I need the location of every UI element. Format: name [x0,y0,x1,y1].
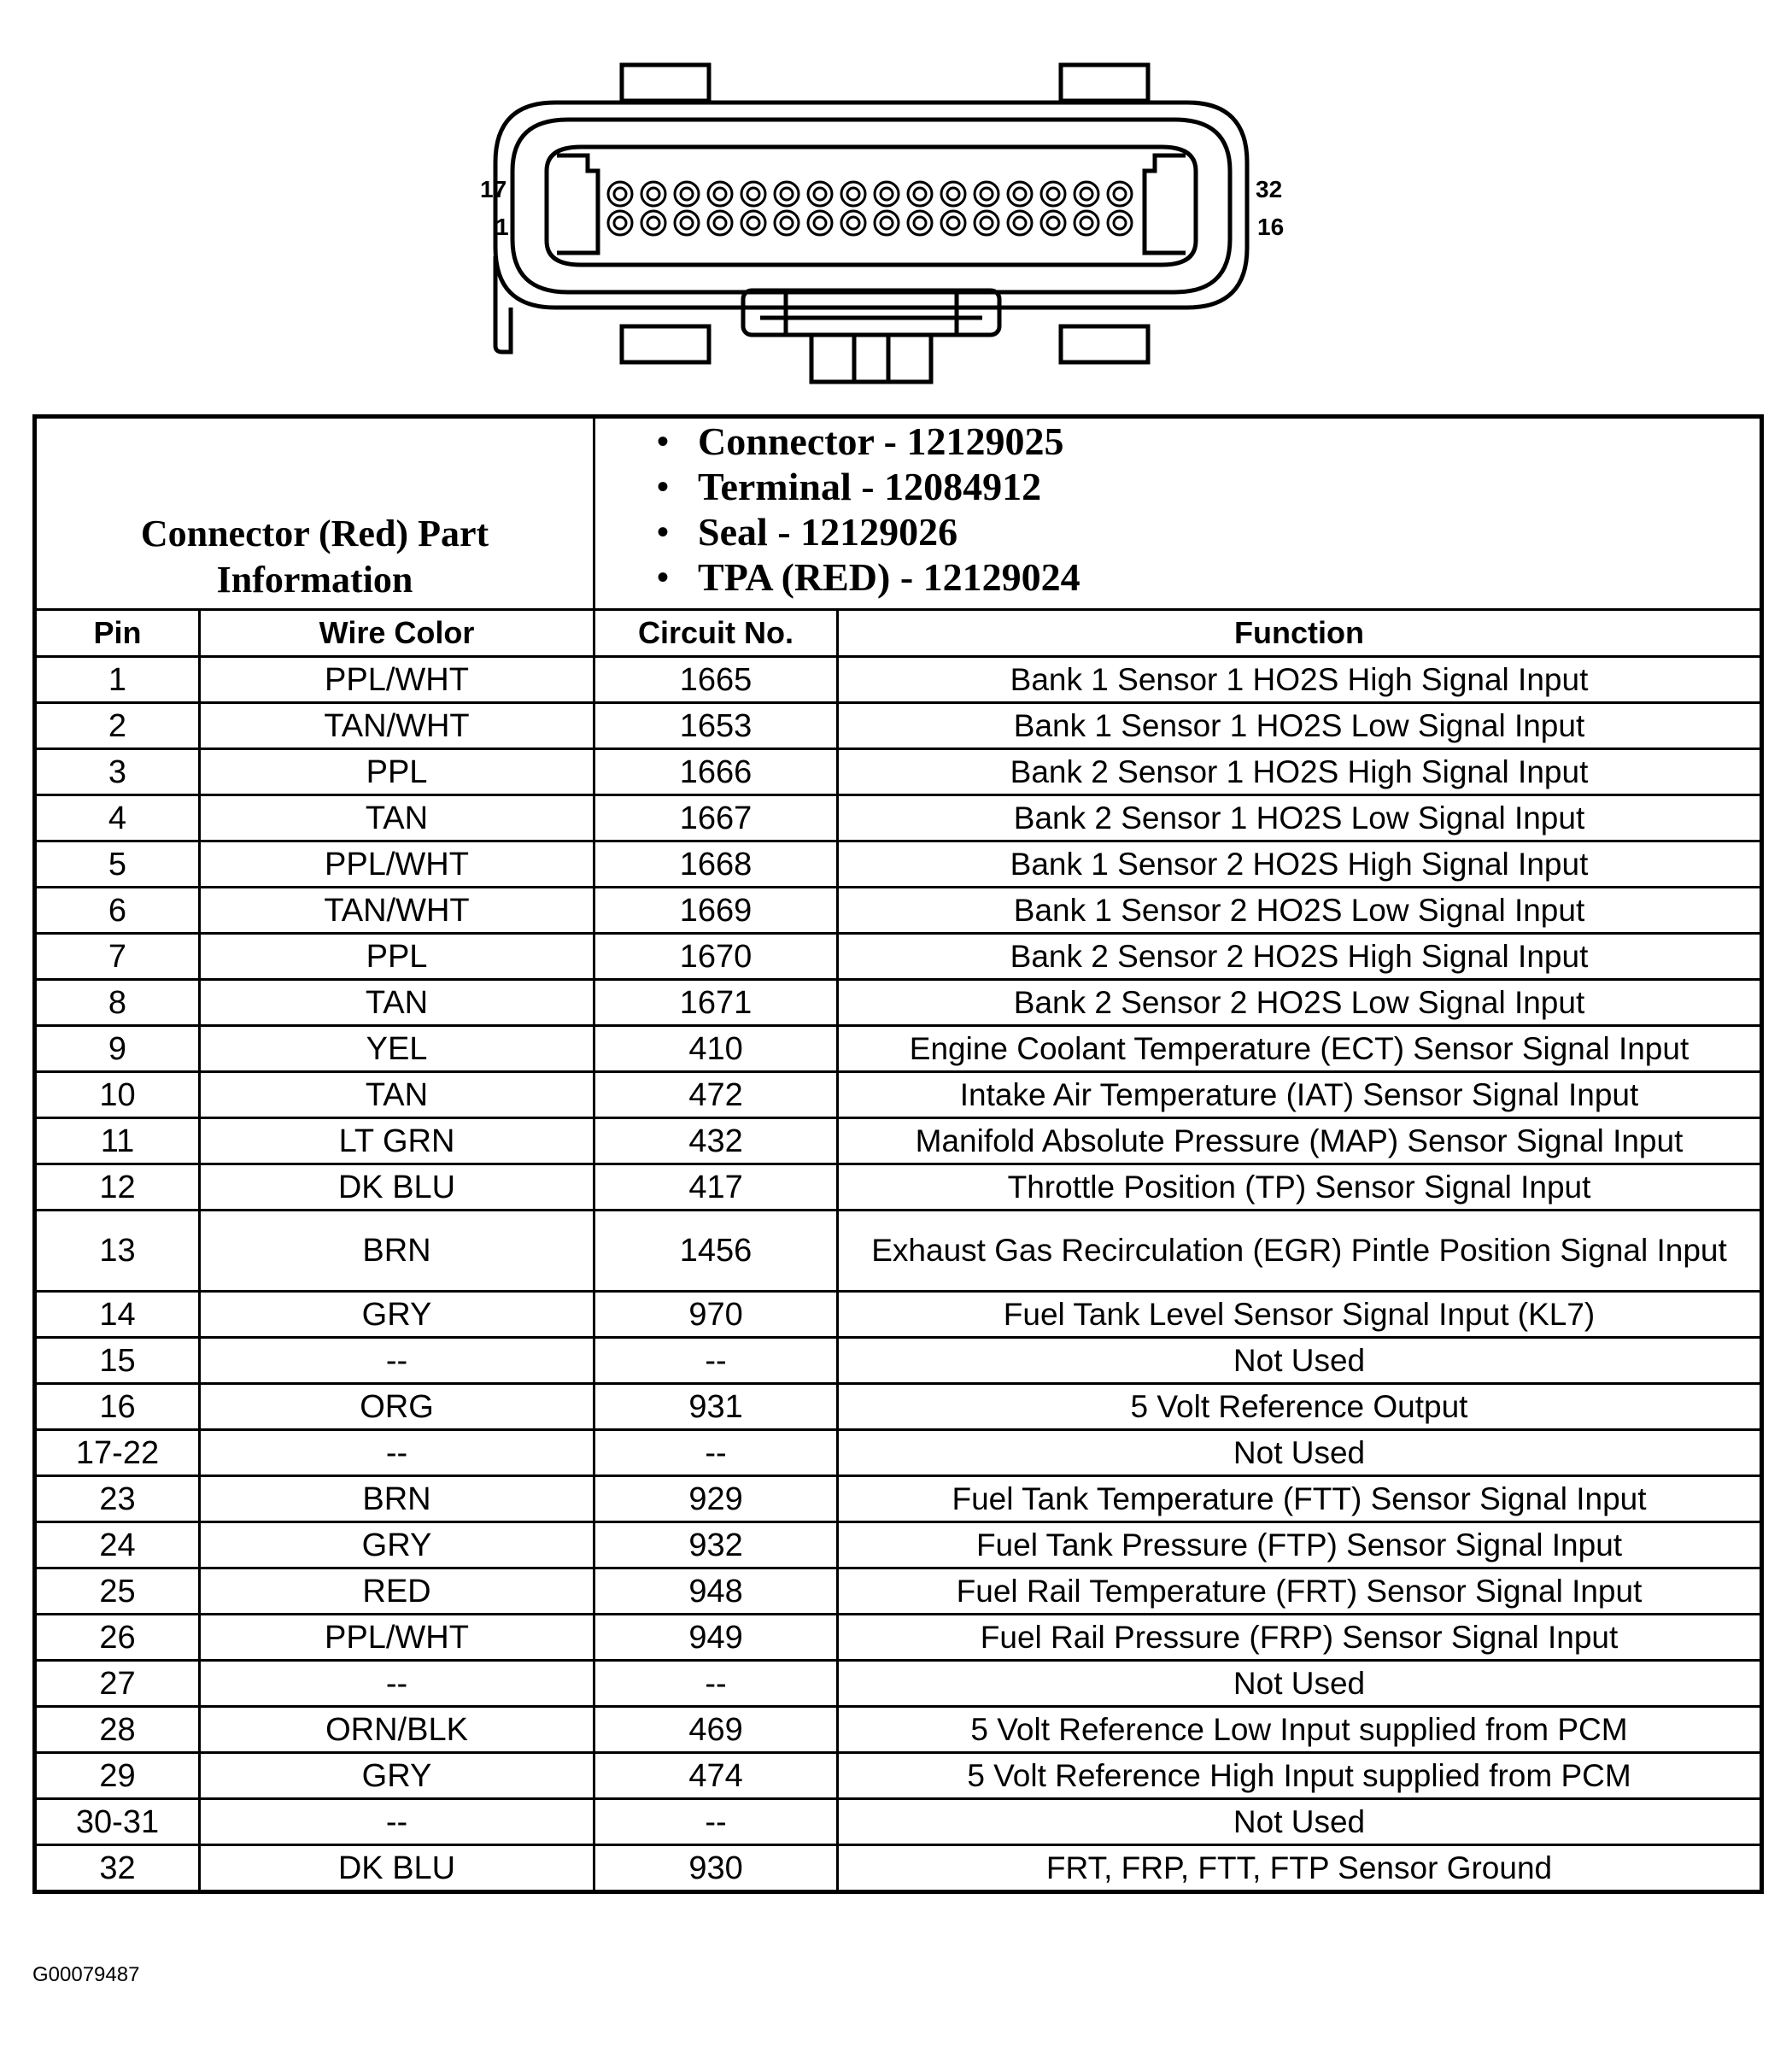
wire-color-cell: PPL [200,749,594,795]
pin-hole-center [647,217,659,229]
pin-cell: 14 [35,1292,200,1338]
header-pin: Pin [35,610,200,657]
table-row [35,841,1762,888]
table-row [35,1338,1762,1384]
circuit-cell: 410 [594,1026,838,1072]
circuit-cell: 1669 [594,888,838,934]
part-terminal: • Terminal - 12084912 [698,464,1760,509]
pin-hole-center [747,217,759,229]
table-row [35,1753,1762,1799]
function-cell: Manifold Absolute Pressure (MAP) Sensor Signal Input [838,1118,1762,1164]
function-cell: 5 Volt Reference High Input supplied from PCM [838,1753,1762,1799]
pin-cell: 3 [35,749,200,795]
pin-hole [975,182,998,206]
pin-hole-center [847,188,859,200]
table-row [35,1211,1762,1292]
pin-hole-center [647,188,659,200]
pin-hole-center [947,188,959,200]
part-info-list [594,417,1762,610]
circuit-cell: 932 [594,1522,838,1568]
function-cell: Exhaust Gas Recirculation (EGR) Pintle Position Signal Input [838,1211,1762,1292]
wire-color-cell: LT GRN [200,1118,594,1164]
function-cell: Intake Air Temperature (IAT) Sensor Signal Input [838,1072,1762,1118]
function-cell: Bank 1 Sensor 1 HO2S Low Signal Input [838,703,1762,749]
table-row [35,1384,1762,1430]
pin-hole [1008,182,1032,206]
pin-hole-center [614,217,626,229]
pin-hole [975,211,998,235]
pin-hole-center [1014,188,1026,200]
pin-cell: 23 [35,1476,200,1522]
pin-cell: 7 [35,934,200,980]
pin-hole [708,182,732,206]
function-cell: 5 Volt Reference Low Input supplied from PCM [838,1707,1762,1753]
table-row [35,888,1762,934]
pin-cell: 12 [35,1164,200,1211]
table-row [35,1164,1762,1211]
wire-color-cell: ORG [200,1384,594,1430]
pin-cell: 9 [35,1026,200,1072]
pin-hole-center [681,217,693,229]
table-row [35,1707,1762,1753]
pin-hole [941,182,965,206]
header-wire-color: Wire Color [200,610,594,657]
pin-cell: 28 [35,1707,200,1753]
pin-label-16: 16 [1257,214,1285,240]
part-connector: • Connector - 12129025 [698,419,1760,464]
pin-hole-center [981,188,993,200]
circuit-cell: -- [594,1799,838,1845]
function-cell: Not Used [838,1338,1762,1384]
circuit-cell: 469 [594,1707,838,1753]
function-cell: Bank 2 Sensor 1 HO2S Low Signal Input [838,795,1762,841]
pin-hole [808,211,832,235]
table-row [35,1430,1762,1476]
pin-cell: 15 [35,1338,200,1384]
function-cell: Bank 2 Sensor 1 HO2S High Signal Input [838,749,1762,795]
function-cell: FRT, FRP, FTT, FTP Sensor Ground [838,1845,1762,1892]
function-cell: 5 Volt Reference Output [838,1384,1762,1430]
pin-hole [941,211,965,235]
wire-color-cell: GRY [200,1292,594,1338]
circuit-cell: 1456 [594,1211,838,1292]
pin-hole-center [781,188,793,200]
pin-cell: 1 [35,657,200,703]
table-row [35,1118,1762,1164]
pin-cell: 8 [35,980,200,1026]
table-row [35,749,1762,795]
table-row [35,1292,1762,1338]
circuit-cell: 472 [594,1072,838,1118]
pin-hole [1008,211,1032,235]
pin-hole [675,182,699,206]
pin-hole-center [747,188,759,200]
table-row [35,934,1762,980]
pin-hole [775,182,799,206]
pin-hole [608,182,632,206]
pin-hole-center [881,188,893,200]
wire-color-cell: GRY [200,1753,594,1799]
pin-hole [1075,182,1098,206]
pin-hole [1108,182,1132,206]
wire-color-cell: PPL/WHT [200,657,594,703]
pin-hole [1108,211,1132,235]
circuit-cell: 931 [594,1384,838,1430]
pin-cell: 27 [35,1661,200,1707]
wire-color-cell: PPL [200,934,594,980]
pin-cell: 32 [35,1845,200,1892]
pin-cell: 16 [35,1384,200,1430]
wire-color-cell: TAN/WHT [200,888,594,934]
circuit-cell: 1670 [594,934,838,980]
table-row [35,1799,1762,1845]
circuit-cell: 1667 [594,795,838,841]
pin-hole-center [1047,188,1059,200]
wire-color-cell: TAN [200,980,594,1026]
pin-hole [741,211,765,235]
part-tpa: • TPA (RED) - 12129024 [698,554,1760,600]
function-cell: Fuel Rail Pressure (FRP) Sensor Signal Input [838,1615,1762,1661]
pin-hole-center [1047,217,1059,229]
function-cell: Fuel Tank Temperature (FTT) Sensor Signal Input [838,1476,1762,1522]
pin-hole-center [1014,217,1026,229]
pin-cell: 13 [35,1211,200,1292]
pin-hole [875,211,899,235]
circuit-cell: 1666 [594,749,838,795]
wire-color-cell: ORN/BLK [200,1707,594,1753]
pin-label-1: 1 [495,214,509,240]
part-info-label: Connector (Red) Part Information [35,417,594,610]
circuit-cell: 1668 [594,841,838,888]
function-cell: Engine Coolant Temperature (ECT) Sensor Signal Input [838,1026,1762,1072]
function-cell: Fuel Tank Pressure (FTP) Sensor Signal Input [838,1522,1762,1568]
pin-hole-center [814,217,826,229]
wire-color-cell: PPL/WHT [200,1615,594,1661]
pin-cell: 11 [35,1118,200,1164]
wire-color-cell: -- [200,1661,594,1707]
circuit-cell: 1671 [594,980,838,1026]
table-row [35,1568,1762,1615]
table-row [35,657,1762,703]
circuit-cell: -- [594,1430,838,1476]
pin-hole-center [914,217,926,229]
table-row [35,795,1762,841]
pin-hole [808,182,832,206]
function-cell: Not Used [838,1799,1762,1845]
pin-hole-center [814,188,826,200]
circuit-cell: 1653 [594,703,838,749]
pin-hole [841,211,865,235]
part-seal: • Seal - 12129026 [698,509,1760,554]
circuit-cell: 929 [594,1476,838,1522]
function-cell: Fuel Tank Level Sensor Signal Input (KL7) [838,1292,1762,1338]
pin-hole-center [914,188,926,200]
circuit-cell: -- [594,1661,838,1707]
wire-color-cell: TAN [200,795,594,841]
figure-id: G00079487 [32,1963,140,1986]
pin-hole-center [1080,188,1092,200]
header-function: Function [838,610,1762,657]
pin-hole [1041,182,1065,206]
function-cell: Throttle Position (TP) Sensor Signal Input [838,1164,1762,1211]
pin-hole-center [614,188,626,200]
table-row [35,1661,1762,1707]
table-row [35,1522,1762,1568]
pin-hole-center [1114,217,1126,229]
table-row [35,980,1762,1026]
pin-cell: 29 [35,1753,200,1799]
pin-cell: 24 [35,1522,200,1568]
table-row [35,1026,1762,1072]
pin-hole [841,182,865,206]
table-row [35,1615,1762,1661]
pin-hole-center [881,217,893,229]
pin-hole [741,182,765,206]
circuit-cell: 432 [594,1118,838,1164]
pin-hole [708,211,732,235]
wire-color-cell: DK BLU [200,1845,594,1892]
pin-hole-center [714,217,726,229]
wire-color-cell: -- [200,1799,594,1845]
connector-face-diagram [461,51,1281,393]
pin-cell: 5 [35,841,200,888]
wire-color-cell: GRY [200,1522,594,1568]
pin-hole [641,182,665,206]
pin-hole-center [781,217,793,229]
wire-color-cell: PPL/WHT [200,841,594,888]
pin-cell: 17-22 [35,1430,200,1476]
function-cell: Bank 2 Sensor 2 HO2S Low Signal Input [838,980,1762,1026]
pin-cell: 4 [35,795,200,841]
pin-cell: 26 [35,1615,200,1661]
wire-color-cell: -- [200,1338,594,1384]
wire-color-cell: BRN [200,1476,594,1522]
function-cell: Not Used [838,1661,1762,1707]
pin-hole [775,211,799,235]
pin-cell: 25 [35,1568,200,1615]
wire-color-cell: BRN [200,1211,594,1292]
pin-label-17: 17 [480,176,507,202]
table-row [35,1845,1762,1892]
pin-hole-center [1080,217,1092,229]
pin-hole [908,182,932,206]
function-cell: Bank 1 Sensor 1 HO2S High Signal Input [838,657,1762,703]
pin-hole [908,211,932,235]
pin-hole [641,211,665,235]
pin-cell: 2 [35,703,200,749]
table-row [35,703,1762,749]
wire-color-cell: -- [200,1430,594,1476]
table-row [35,1072,1762,1118]
pin-cell: 30-31 [35,1799,200,1845]
header-circuit-no: Circuit No. [594,610,838,657]
function-cell: Not Used [838,1430,1762,1476]
circuit-cell: 474 [594,1753,838,1799]
wire-color-cell: RED [200,1568,594,1615]
circuit-cell: 1665 [594,657,838,703]
pin-hole-center [714,188,726,200]
pin-hole [675,211,699,235]
pin-hole [608,211,632,235]
pin-hole-center [1114,188,1126,200]
wire-color-cell: DK BLU [200,1164,594,1211]
wire-color-cell: TAN/WHT [200,703,594,749]
pin-hole [875,182,899,206]
pin-hole-center [847,217,859,229]
pin-cell: 6 [35,888,200,934]
circuit-cell: 948 [594,1568,838,1615]
circuit-cell: 970 [594,1292,838,1338]
pin-cell: 10 [35,1072,200,1118]
pin-hole-center [981,217,993,229]
pin-hole [1041,211,1065,235]
part-info-row [35,417,1762,610]
function-cell: Fuel Rail Temperature (FRT) Sensor Signal Input [838,1568,1762,1615]
function-cell: Bank 1 Sensor 2 HO2S Low Signal Input [838,888,1762,934]
pin-hole [1075,211,1098,235]
wire-color-cell: TAN [200,1072,594,1118]
circuit-cell: 417 [594,1164,838,1211]
function-cell: Bank 2 Sensor 2 HO2S High Signal Input [838,934,1762,980]
pin-hole-center [947,217,959,229]
circuit-cell: 949 [594,1615,838,1661]
column-header-row [35,610,1762,657]
circuit-cell: 930 [594,1845,838,1892]
table-row [35,1476,1762,1522]
pinout-table [32,414,1764,1894]
circuit-cell: -- [594,1338,838,1384]
wire-color-cell: YEL [200,1026,594,1072]
function-cell: Bank 1 Sensor 2 HO2S High Signal Input [838,841,1762,888]
pin-label-32: 32 [1256,176,1283,202]
pin-hole-center [681,188,693,200]
